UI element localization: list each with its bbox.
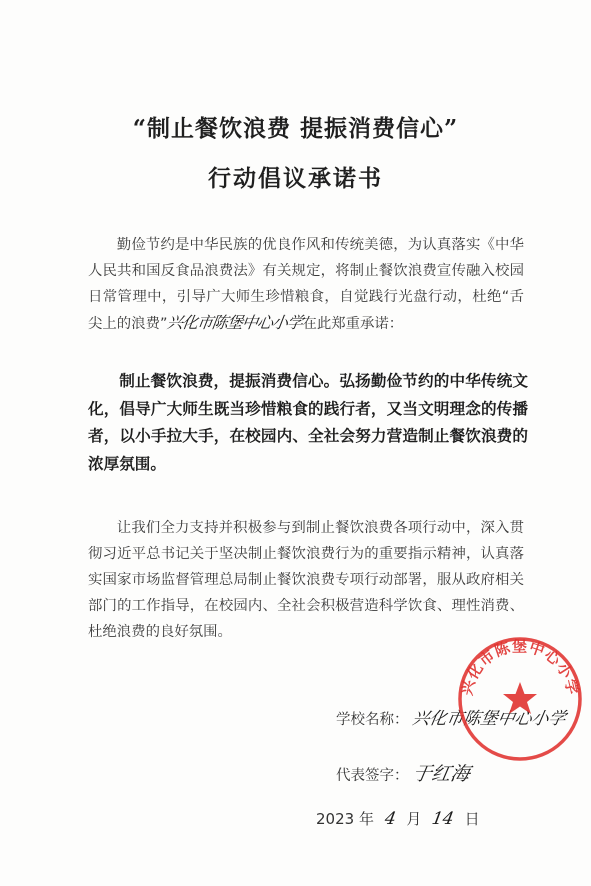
date-day-unit: 日 <box>464 810 480 828</box>
date-day: 14 <box>430 809 456 829</box>
representative-row <box>336 759 470 786</box>
seal-arc-text: 兴化市陈堡中心小学 <box>457 637 583 698</box>
paragraph-intro-text: 勤俭节约是中华民族的优良作风和传统美德，为认真落实《中华人民共和国反食品浪费法》有关规定，将制止餐饮浪费宣传融入校园日常管理中，引导广大师生珍惜粮食，自觉践行光盘行动，杜绝“舌尖上的浪费” <box>88 237 524 332</box>
handwritten-school-name-inline: 兴化市陈堡中心小学 <box>166 313 304 332</box>
date-year: 2023 <box>316 810 355 828</box>
school-name-handwritten: 兴化市陈堡中心小学 <box>410 709 567 729</box>
official-seal <box>455 634 585 764</box>
representative-label: 代表签字： <box>336 768 409 784</box>
paragraph-commitment-bold: 制止餐饮浪费，提振消费信心。弘扬勤俭节约的中华传统文化，倡导广大师生既当珍惜粮食的践行者，又当文明理念的传播者，以小手拉大手，在校园内、全社会努力营造制止餐饮浪费的浓厚氛围。 <box>88 372 528 473</box>
document-title-line1: “制止餐饮浪费 提振消费信心” <box>132 115 459 142</box>
date-year-unit: 年 <box>358 810 374 828</box>
school-name-label: 学校名称： <box>336 712 409 728</box>
date-month-unit: 月 <box>406 810 422 828</box>
paragraph-intro-tail: 在此郑重承诺： <box>302 316 404 332</box>
document-title-line2: 行动倡议承诺书 <box>208 165 383 192</box>
date-month: 4 <box>383 809 398 829</box>
representative-signature: 于红海 <box>410 763 472 785</box>
seal-star-icon <box>503 682 537 714</box>
paragraph-action: 让我们全力支持并积极参与到制止餐饮浪费各项行动中，深入贯彻习近平总书记关于坚决制止餐饮浪费行为的重要指示精神，认真落实国家市场监督管理总局制止餐饮浪费专项行动部署，服从政府相关部门的工作指导，在校园内、全社会积极营造科学饮食、理性消费、杜绝浪费的良好氛围。 <box>88 520 524 640</box>
date-row <box>316 808 480 829</box>
paragraph-intro <box>88 232 524 337</box>
